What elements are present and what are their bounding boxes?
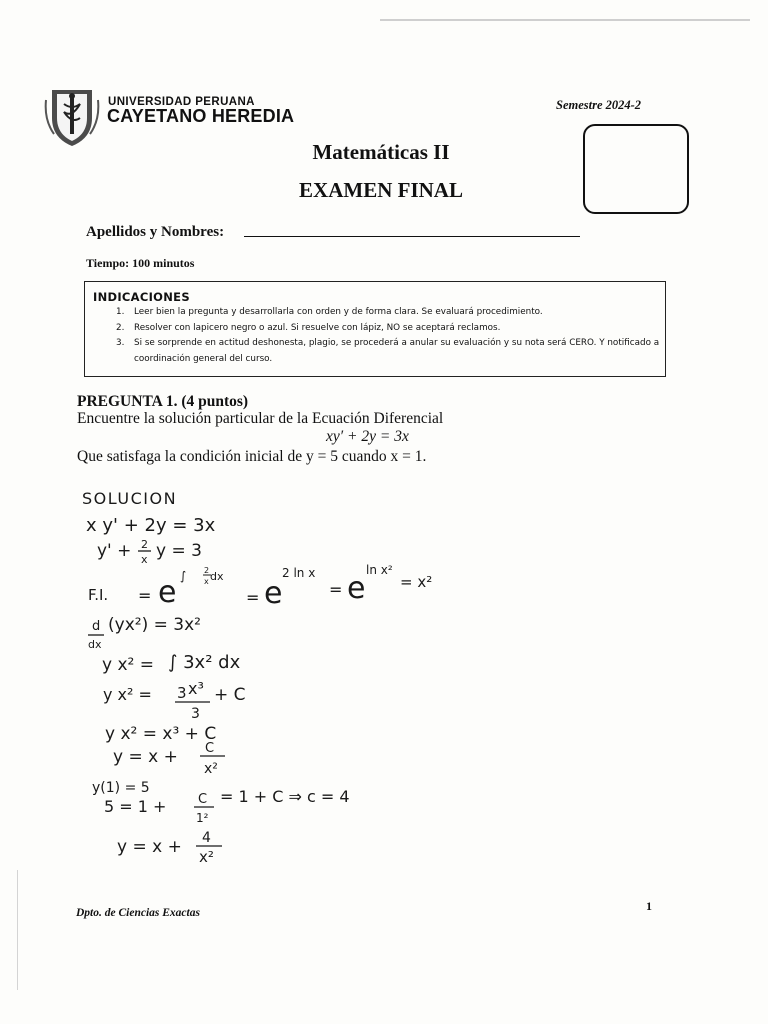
svg-text:4: 4 (202, 830, 211, 846)
svg-text:3: 3 (191, 706, 200, 722)
svg-text:C: C (205, 741, 215, 756)
solution-line: y = x + (117, 837, 182, 857)
question-equation: xy′ + 2y = 3x (326, 428, 409, 445)
svg-text:x²: x² (199, 848, 214, 866)
solution-line: y x² = (102, 655, 154, 675)
solution-line: x y' + 2y = 3x (86, 515, 216, 536)
instruction-item: 1. Leer bien la pregunta y desarrollarla con orden y de forma clara. Se evaluará procedimiento. (116, 307, 543, 317)
question-condition: Que satisfaga la condición inicial de y = 5 cuando x = 1. (77, 448, 427, 465)
name-field-label: Apellidos y Nombres: (86, 224, 225, 240)
exponential-e: e (264, 576, 283, 611)
svg-text:=: = (246, 588, 260, 607)
semester-label: Semestre 2024-2 (556, 98, 642, 112)
svg-text:3: 3 (177, 684, 187, 702)
instruction-item: 2. Resolver con lapicero negro o azul. Si resuelve con lápiz, NO se aceptará reclamos. (116, 322, 501, 333)
svg-text:2: 2 (204, 566, 210, 575)
instruction-item: 3. Si se sorprende en actitud deshonesta, plagio, se procederá a anular su evaluación y su nota será CERO. Y notificado a coordinación general del curso. (116, 338, 660, 364)
course-title: Matemáticas II (312, 140, 450, 164)
university-name-line2: CAYETANO HEREDIA (107, 106, 295, 126)
svg-text:x²: x² (204, 761, 218, 777)
svg-text:d: d (92, 619, 101, 634)
svg-text:C: C (198, 792, 208, 807)
svg-text:∫: ∫ (180, 569, 187, 583)
time-label: Tiempo: 100 minutos (86, 256, 195, 270)
svg-text:2 ln x: 2 ln x (282, 566, 316, 580)
solution-line: y(1) = 5 (92, 780, 150, 796)
svg-text:=: = (138, 586, 152, 605)
exponential-e: e (158, 575, 177, 610)
exponential-e: e (347, 571, 366, 606)
question-text: Encuentre la solución particular de la Ecuación Diferencial (77, 410, 444, 427)
page-number: 1 (646, 899, 652, 913)
svg-text:1²: 1² (196, 811, 209, 825)
instructions-title: INDICACIONES (93, 290, 190, 304)
integrating-factor-label: F.I. (88, 586, 109, 604)
department-footer: Dpto. de Ciencias Exactas (76, 907, 200, 919)
solution-line: ∫ 3x² dx (168, 652, 241, 673)
svg-text:dx: dx (88, 638, 102, 651)
svg-text:dx: dx (210, 570, 224, 583)
solution-line: = 1 + C ⇒ c = 4 (220, 787, 350, 806)
solution-line: y' + (97, 541, 132, 561)
fraction-numerator: 2 (141, 538, 148, 551)
solution-line: (yx²) = 3x² (108, 615, 201, 635)
solution-line: 5 = 1 + (104, 797, 167, 816)
fraction-denominator: x (141, 553, 148, 566)
solution-line: y x² = x³ + C (105, 724, 217, 744)
university-name-line1: UNIVERSIDAD PERUANA (108, 96, 255, 108)
svg-text:+ C: + C (214, 685, 246, 705)
svg-text:x: x (204, 577, 209, 586)
exam-title: EXAMEN FINAL (299, 178, 463, 202)
svg-text:=: = (329, 580, 343, 599)
solution-line: y x² = (103, 685, 152, 704)
svg-text:x³: x³ (188, 679, 204, 698)
solution-line: y = 3 (156, 541, 202, 561)
solution-line: y = x + (113, 747, 178, 767)
solution-heading: SOLUCION (82, 489, 178, 508)
svg-text:= x²: = x² (400, 573, 433, 591)
question-title: PREGUNTA 1. (4 puntos) (77, 393, 249, 410)
svg-text:ln x²: ln x² (366, 563, 393, 577)
